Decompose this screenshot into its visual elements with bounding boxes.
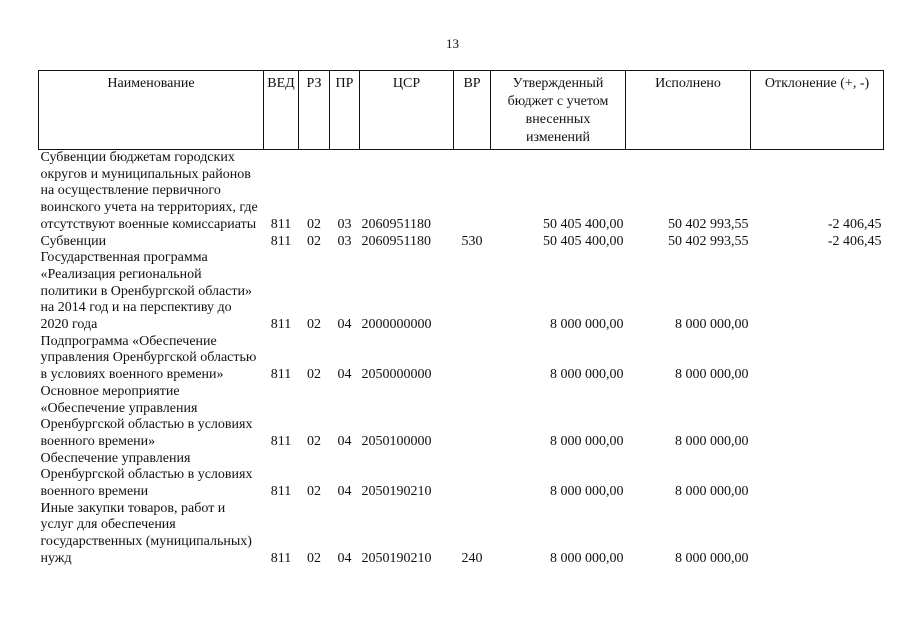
row-name: Государственная программа «Реализация региональной политики в Оренбургской области» на 2014 год и на перспективу до 2020 года [40, 250, 253, 333]
row-csr: 2050190210 [361, 484, 432, 500]
row-csr: 2060951180 [361, 216, 431, 232]
row-deviation [751, 451, 884, 501]
header-deviation: Отклонение (+, -) [751, 71, 884, 150]
row-name: Субвенции бюджетам городских округов и муниципальных районов на осуществление первичного воинского учета на территориях, где отсутствуют военные комиссариаты [40, 150, 258, 232]
row-approved: 50 405 400,00 [543, 233, 624, 249]
row-csr: 2050100000 [361, 433, 432, 449]
row-vr [454, 150, 491, 234]
row-deviation [751, 384, 884, 451]
row-ved: 811 [270, 317, 292, 333]
row-csr: 2060951180 [361, 233, 431, 249]
row-approved: 8 000 000,00 [550, 317, 624, 333]
row-executed: 50 402 993,55 [668, 233, 749, 249]
row-executed: 50 402 993,55 [668, 216, 749, 232]
row-vr [454, 334, 491, 384]
row-ved: 811 [270, 367, 292, 383]
header-approved: Утвержденный бюджет с учетом внесенных изменений [491, 71, 626, 150]
row-deviation [751, 250, 884, 334]
row-rz: 02 [307, 550, 321, 566]
row-vr: 530 [461, 233, 483, 249]
row-pr: 04 [337, 484, 352, 500]
table-row [39, 384, 884, 451]
row-executed: 8 000 000,00 [675, 433, 749, 449]
row-name: Субвенции [40, 233, 107, 249]
row-approved: 50 405 400,00 [543, 216, 624, 232]
row-pr: 03 [337, 216, 352, 232]
row-pr: 04 [337, 550, 352, 566]
page-number: 13 [446, 36, 459, 51]
row-deviation: -2 406,45 [827, 233, 882, 249]
row-name: Обеспечение управления Оренбургской областью в условиях военного времени [40, 450, 253, 500]
row-approved: 8 000 000,00 [550, 550, 624, 566]
row-ved: 811 [270, 550, 292, 566]
row-rz: 02 [307, 216, 321, 232]
row-rz: 02 [307, 433, 321, 449]
row-name: Иные закупки товаров, работ и услуг для обеспечения государственных (муниципальных) нужд [40, 500, 252, 566]
row-vr: 240 [461, 550, 483, 566]
header-vr: ВР [454, 71, 491, 150]
row-approved: 8 000 000,00 [550, 484, 624, 500]
table-body [39, 150, 884, 568]
row-deviation: -2 406,45 [827, 216, 882, 232]
row-pr: 04 [337, 433, 352, 449]
header-pr: ПР [330, 71, 360, 150]
header-name: Наименование [39, 71, 264, 150]
table-row [39, 234, 884, 251]
table-row [39, 334, 884, 384]
header-executed: Исполнено [626, 71, 751, 150]
table-row [39, 250, 884, 334]
row-ved: 811 [270, 216, 292, 232]
header-csr: ЦСР [360, 71, 454, 150]
header-rz: РЗ [299, 71, 330, 150]
row-approved: 8 000 000,00 [550, 367, 624, 383]
row-deviation [751, 501, 884, 568]
row-name: Основное мероприятие «Обеспечение управления Оренбургской областью в условиях военного времени» [40, 383, 253, 449]
table-header-row [39, 71, 884, 150]
row-rz: 02 [307, 317, 321, 333]
row-approved: 8 000 000,00 [550, 433, 624, 449]
row-executed: 8 000 000,00 [675, 550, 749, 566]
row-ved: 811 [270, 433, 292, 449]
row-rz: 02 [307, 484, 321, 500]
row-vr [454, 451, 491, 501]
row-pr: 04 [337, 367, 352, 383]
table-row [39, 451, 884, 501]
table-row [39, 501, 884, 568]
row-executed: 8 000 000,00 [675, 484, 749, 500]
row-deviation [751, 334, 884, 384]
row-vr [454, 384, 491, 451]
row-ved: 811 [270, 233, 292, 249]
row-rz: 02 [307, 367, 321, 383]
table-row [39, 150, 884, 234]
row-ved: 811 [270, 484, 292, 500]
row-pr: 04 [337, 317, 352, 333]
budget-table [38, 70, 884, 568]
header-ved: ВЕД [264, 71, 299, 150]
row-csr: 2050000000 [361, 367, 432, 383]
row-executed: 8 000 000,00 [675, 367, 749, 383]
row-vr [454, 250, 491, 334]
row-name: Подпрограмма «Обеспечение управления Оренбургской областью в условиях военного времени» [40, 333, 257, 383]
row-pr: 03 [337, 233, 352, 249]
row-csr: 2000000000 [361, 317, 432, 333]
row-rz: 02 [307, 233, 321, 249]
row-executed: 8 000 000,00 [675, 317, 749, 333]
row-csr: 2050190210 [361, 550, 432, 566]
